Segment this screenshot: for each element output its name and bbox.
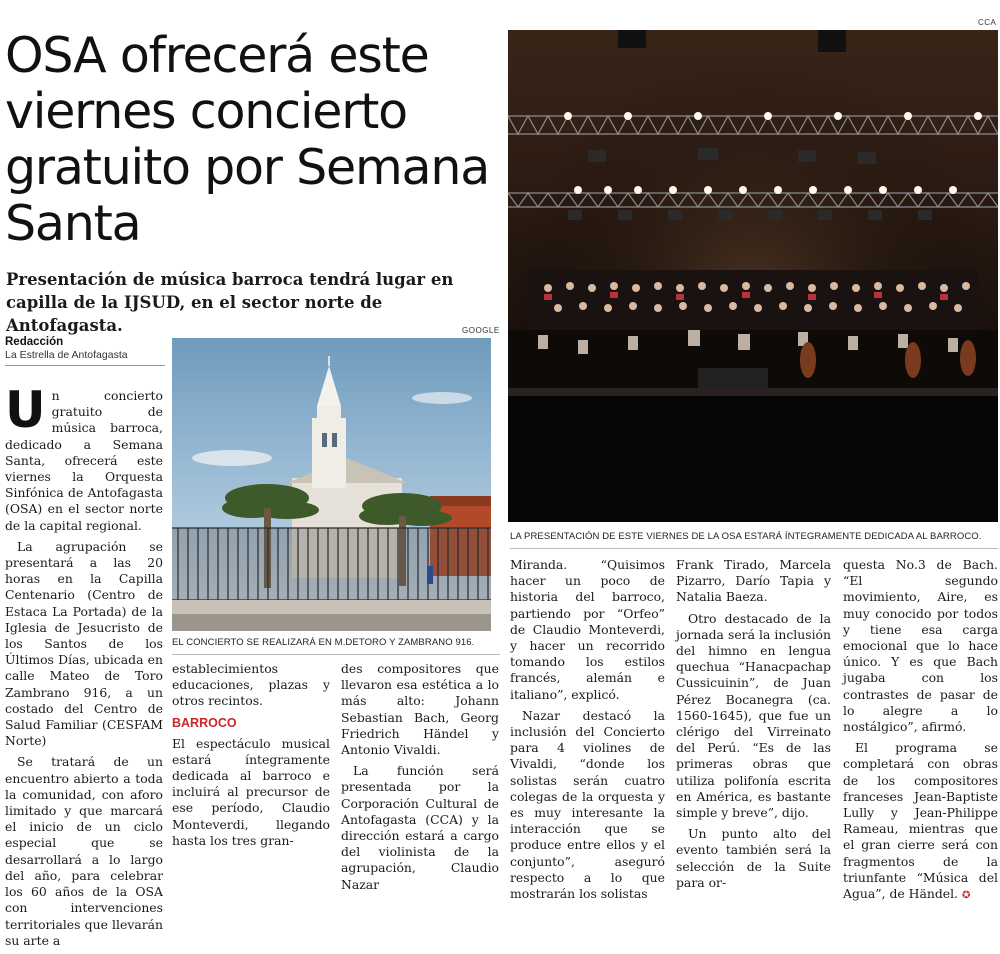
article-paragraph-text: n concierto gratuito de música barroca, dedicado a Semana Santa, ofrecerá este viernes la Orquesta Sinfónica de Antofagasta (OSA) en el sector norte de la capital regional. <box>5 388 163 533</box>
byline-author: Redacción <box>5 336 64 348</box>
article-paragraph-text: El programa se completará con obras de los compositores franceses Jean-Baptiste Lully y Jean-Philippe Rameau, mientras que el gran cierre será con fragmentos de la triunfante “Música del Agua”, de Händel. <box>843 740 998 902</box>
article-paragraph <box>843 740 998 904</box>
photo-credit-cca: CCA <box>978 18 997 27</box>
article-column-6 <box>843 557 998 909</box>
article-paragraph: Un punto alto del evento también será la selección de la Suite para or- <box>676 826 831 890</box>
article-paragraph: Se tratará de un encuentro abierto a toda la comunidad, con aforo limitado y que marcará el inicio de un ciclo especial que se desarrollará a lo largo del año, para celebrar los 60 años de la OSA con intervenciones territoriales que llevarán su arte a <box>5 754 163 948</box>
church-photo-caption: EL CONCIERTO SE REALIZARÁ EN M.DETORO Y ZAMBRANO 916. <box>172 637 475 648</box>
concert-photo <box>508 30 998 522</box>
caption-divider <box>172 654 500 655</box>
article-paragraph: Otro destacado de la jornada será la inclusión del himno en lengua quechua “Hanacpachap Cussicuinin”, de Juan Pérez Bocanegra (ca. 1560-1645), que fue un clérigo del Virreinato del Perú. “Es de las primeras obras que utiliza polifonía escrita en América, es bastante simple y breve”, dijo. <box>676 610 831 821</box>
article-paragraph: Frank Tirado, Marcela Pizarro, Darío Tapia y Natalia Baeza. <box>676 557 831 605</box>
drop-cap: U <box>5 381 46 439</box>
article-paragraph: La función será presentada por la Corporación Cultural de Antofagasta (CCA) y la dirección estará a cargo del violinista de la agrupación, Claudio Nazar <box>341 763 499 892</box>
byline-outlet: La Estrella de Antofagasta <box>5 349 128 361</box>
headline: OSA ofrecerá este viernes concierto gratuito por Semana Santa <box>5 27 490 252</box>
article-paragraph: des compositores que llevaron esa estética a lo más alto: Johann Sebastian Bach, Georg Friedrich Händel y Antonio Vivaldi. <box>341 661 499 758</box>
article-paragraph: questa No.3 de Bach. “El segundo movimiento, Aire, es muy conocido por todos y tiene esa carga emocional que lo hace único. Y es que Bach jugaba con los contrastes de pasar de lo alegre a lo nostálgico”, afirmó. <box>843 557 998 735</box>
concert-photo-caption: LA PRESENTACIÓN DE ESTE VIERNES DE LA OSA ESTARÁ ÍNTEGRAMENTE DEDICADA AL BARROCO. <box>510 531 982 542</box>
article-column-3 <box>341 661 499 898</box>
article-paragraph: establecimientos educaciones, plazas y otros recintos. <box>172 661 330 709</box>
article-paragraph: La agrupación se presentará a las 20 horas en la Capilla Centenario (Centro de Estaca La Portada) de la Iglesia de Jesucristo de los Santos de los Últimos Días, ubicada en calle Mateo de Toro Zambrano 916, a un costado del Centro de Salud Familiar (CESFAM Norte) <box>5 538 163 749</box>
article-paragraph <box>5 381 163 534</box>
article-paragraph: El espectáculo musical estará íntegramente dedicada al barroco e incluirá al precursor de ese período, Claudio Monteverdi, llegando hasta los tres gran- <box>172 735 330 848</box>
photo-credit-google: GOOGLE <box>462 326 500 335</box>
church-photo <box>172 338 491 631</box>
article-paragraph: Nazar destacó la inclusión del Concierto para 4 violines de Vivaldi, “donde los solistas serán cuatro colegas de la orquesta y es muy interesante la interacción que se produce entre ellos y el conjunto”, aseguró respecto a lo que mostrarán los solistas <box>510 707 665 902</box>
article-column-4 <box>510 557 665 907</box>
byline <box>5 336 165 362</box>
byline-divider <box>5 365 165 366</box>
caption-divider <box>510 548 998 549</box>
article-column-5 <box>676 557 831 896</box>
article-column-1 <box>5 381 163 954</box>
article-column-2 <box>172 661 330 854</box>
end-mark-icon: ✪ <box>961 890 971 902</box>
article-paragraph: Miranda. “Quisimos hacer un poco de historia del barroco, partiendo por “Orfeo” de Claudio Monteverdi, y hacer un recorrido tomando los estilos francés, alemán e italiano”, explicó. <box>510 557 665 702</box>
section-heading: BARROCO <box>172 715 237 730</box>
subheadline: Presentación de música barroca tendrá lugar en capilla de la IJSUD, en el sector norte de Antofagasta. <box>6 270 454 335</box>
